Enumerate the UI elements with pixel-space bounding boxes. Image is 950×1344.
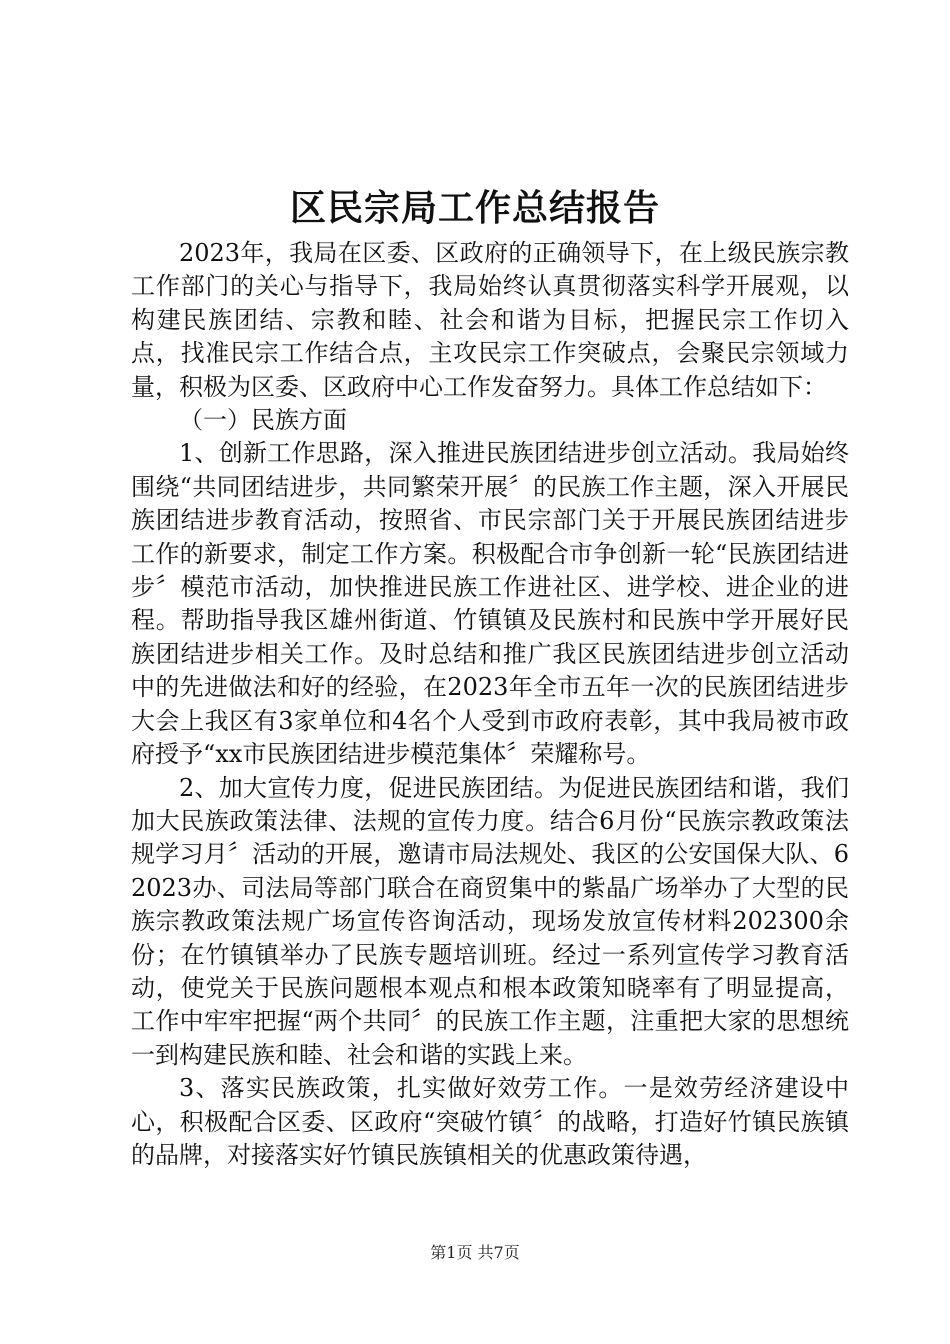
document-body xyxy=(131,237,849,1172)
paragraph-item-3: 3、落实民族政策，扎实做好效劳工作。一是效劳经济建设中心，积极配合区委、区政府“突破竹镇〞的战略，打造好竹镇民族镇的品牌，对接落实好竹镇民族镇相关的优惠政策待遇， xyxy=(131,1074,849,1169)
page-footer: 第1页 共7页 xyxy=(430,1243,520,1262)
paragraph-intro: 2023年，我局在区委、区政府的正确领导下，在上级民族宗教工作部门的关心与指导下，我局始终认真贯彻落实科学开展观，以构建民族团结、宗教和睦、社会和谐为目标，把握民宗工作切入点，找准民宗工作结合点，主攻民宗工作突破点，会聚民宗领域力量，积极为区委、区政府中心工作发奋努力。具体工作总结如下： xyxy=(131,239,849,401)
paragraph-item-2: 2、加大宣传力度，促进民族团结。为促进民族团结和谐，我们加大民族政策法律、法规的宣传力度。结合6月份“民族宗教政策法规学习月〞活动的开展，邀请市局法规处、我区的公安国保大队、62023办、司法局等部门联合在商贸集中的紫晶广场举办了大型的民族宗教政策法规广场宣传咨询活动，现场发放宣传材料202300余份；在竹镇镇举办了民族专题培训班。经过一系列宣传学习教育活动，使党关于民族问题根本观点和根本政策知晓率有了明显提高，工作中牢牢把握“两个共同〞的民族工作主题，注重把大家的思想统一到构建民族和睦、社会和谐的实践上来。 xyxy=(131,773,849,1069)
paragraph-item-1: 1、创新工作思路，深入推进民族团结进步创立活动。我局始终围绕“共同团结进步，共同繁荣开展〞的民族工作主题，深入开展民族团结进步教育活动，按照省、市民宗部门关于开展民族团结进步工作的新要求，制定工作方案。积极配合市争创新一轮“民族团结进步〞模范市活动，加快推进民族工作进社区、进学校、进企业的进程。帮助指导我区雄州街道、竹镇镇及民族村和民族中学开展好民族团结进步相关工作。及时总结和推广我区民族团结进步创立活动中的先进做法和好的经验，在2023年全市五年一次的民族团结进步大会上我区有3家单位和4名个人受到市政府表彰，其中我局被市政府授予“xx市民族团结进步模范集体〞荣耀称号。 xyxy=(131,439,849,769)
document-title: 区民宗局工作总结报告 xyxy=(289,187,660,229)
section-heading-ethnic: （一）民族方面 xyxy=(179,406,347,435)
